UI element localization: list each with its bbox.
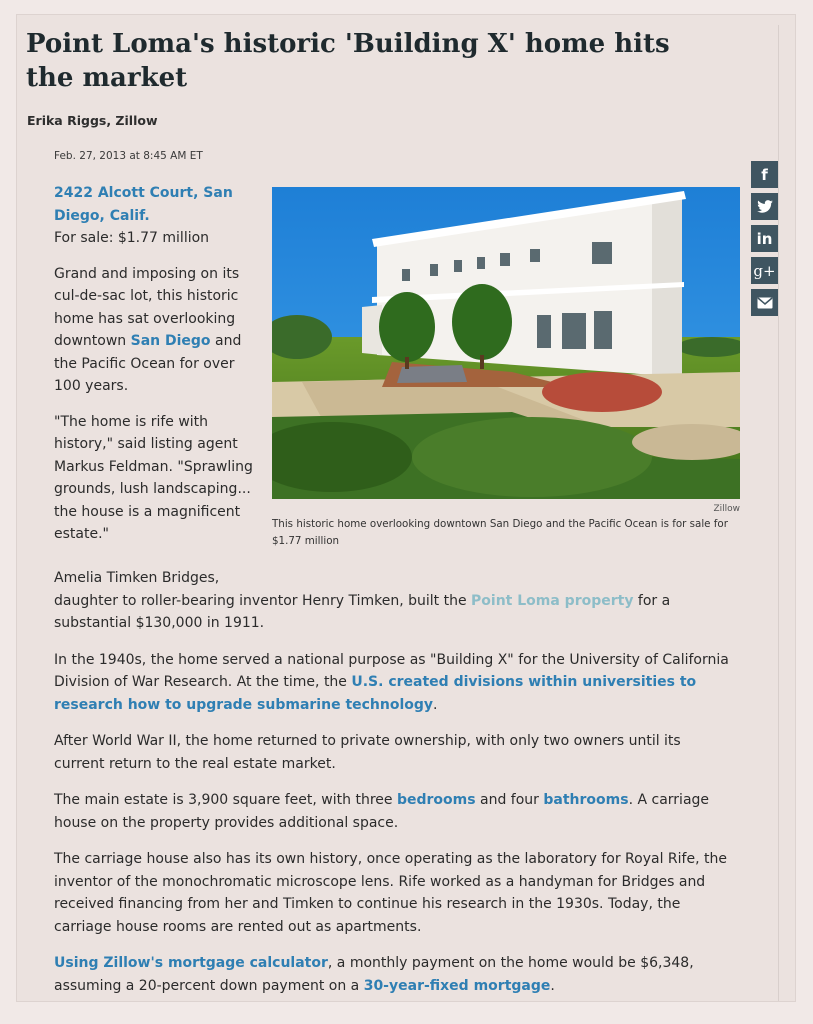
article-page (16, 14, 796, 1002)
paragraph-carriage-house (54, 848, 734, 938)
share-bar (751, 161, 778, 321)
google-plus-icon: g+ (753, 261, 776, 280)
paragraph-estate (54, 789, 734, 834)
house-photo[interactable] (272, 187, 740, 499)
bedrooms-link[interactable]: bedrooms (396, 792, 476, 808)
twitter-share-button[interactable] (751, 193, 778, 220)
paragraph-text: After World War II, the home returned to private ownership, with only two owners until its current return to the real estate market. (54, 733, 681, 772)
san-diego-link[interactable]: San Diego (130, 333, 211, 349)
paragraph-text: . A carriage house on the property provides additional space. (54, 792, 710, 831)
point-loma-property-link[interactable]: Point Loma property (471, 592, 634, 609)
paragraph-quote (54, 411, 259, 546)
google-plus-share-button[interactable] (751, 257, 778, 284)
price-text: For sale: $1.77 million (54, 230, 210, 246)
twitter-icon (757, 200, 773, 213)
facebook-share-button[interactable] (751, 161, 778, 188)
paragraph-text: . (433, 696, 438, 713)
intro-column (54, 182, 259, 559)
email-share-button[interactable] (751, 289, 778, 316)
paragraph-text: daughter to roller-bearing inventor Henry Timken, built the (54, 592, 472, 609)
envelope-icon (757, 297, 773, 309)
mortgage-calculator-link[interactable]: Using Zillow's mortgage calculator (54, 955, 328, 971)
paragraph-text: , a monthly payment on the home would be $6,348, assuming a 20-percent down payment on a (54, 955, 694, 994)
fixed-mortgage-link[interactable]: 30-year-fixed mortgage (363, 977, 551, 994)
paragraph-text: and four (475, 792, 544, 808)
paragraph-text: . (550, 977, 555, 994)
paragraph-mortgage (54, 952, 734, 997)
column-divider (778, 25, 779, 1002)
paragraph-text: The main estate is 3,900 square feet, with three (54, 792, 397, 808)
photo-credit: Zillow (713, 504, 740, 514)
linkedin-icon: in (756, 229, 773, 248)
article-body (54, 567, 734, 1002)
paragraph-text: for a substantial $130,000 in 1911. (54, 592, 671, 631)
paragraph-intro (54, 263, 259, 398)
paragraph-text: In the 1940s, the home served a national purpose as "Building X" for the University of California Division of War Research. At the time, the (54, 651, 729, 690)
article-figure (272, 187, 740, 550)
photo-caption: This historic home overlooking downtown San Diego and the Pacific Ocean is for sale for $1.77 million (272, 518, 728, 547)
address-link[interactable]: 2422 Alcott Court, San Diego, Calif. (54, 185, 233, 224)
paragraph-address (54, 182, 259, 250)
publish-date: Feb. 27, 2013 at 8:45 AM ET (54, 150, 203, 162)
paragraph-text: Amelia Timken Bridges, (54, 570, 220, 586)
paragraph-builder (54, 567, 734, 635)
paragraph-history (54, 649, 734, 717)
bathrooms-link[interactable]: bathrooms (543, 792, 629, 808)
byline: Erika Riggs, Zillow (27, 113, 158, 128)
article-headline: Point Loma's historic 'Building X' home hits the market (26, 29, 670, 93)
facebook-icon: f (761, 165, 768, 184)
paragraph-text: The carriage house also has its own history, once operating as the laboratory for Royal Rife, the inventor of the monochromatic microscope lens. Rife worked as a handyman for Bridges and received financing from her and Timken to continue his research in the 1930s. Today, the carriage house rooms are rented out as apartments. (54, 851, 727, 935)
linkedin-share-button[interactable] (751, 225, 778, 252)
paragraph-text: and the Pacific Ocean for over 100 years. (54, 333, 242, 394)
paragraph-ownership (54, 730, 734, 775)
submarine-research-link[interactable]: U.S. created divisions within universities to research how to upgrade submarine technology (54, 674, 697, 713)
paragraph-text: "The home is rife with history," said listing agent Markus Feldman. "Sprawling grounds, lush landscaping... the house is a magnificent estate." (54, 413, 253, 542)
paragraph-text: Grand and imposing on its cul-de-sac lot, this historic home has sat overlooking downtown (54, 265, 240, 349)
